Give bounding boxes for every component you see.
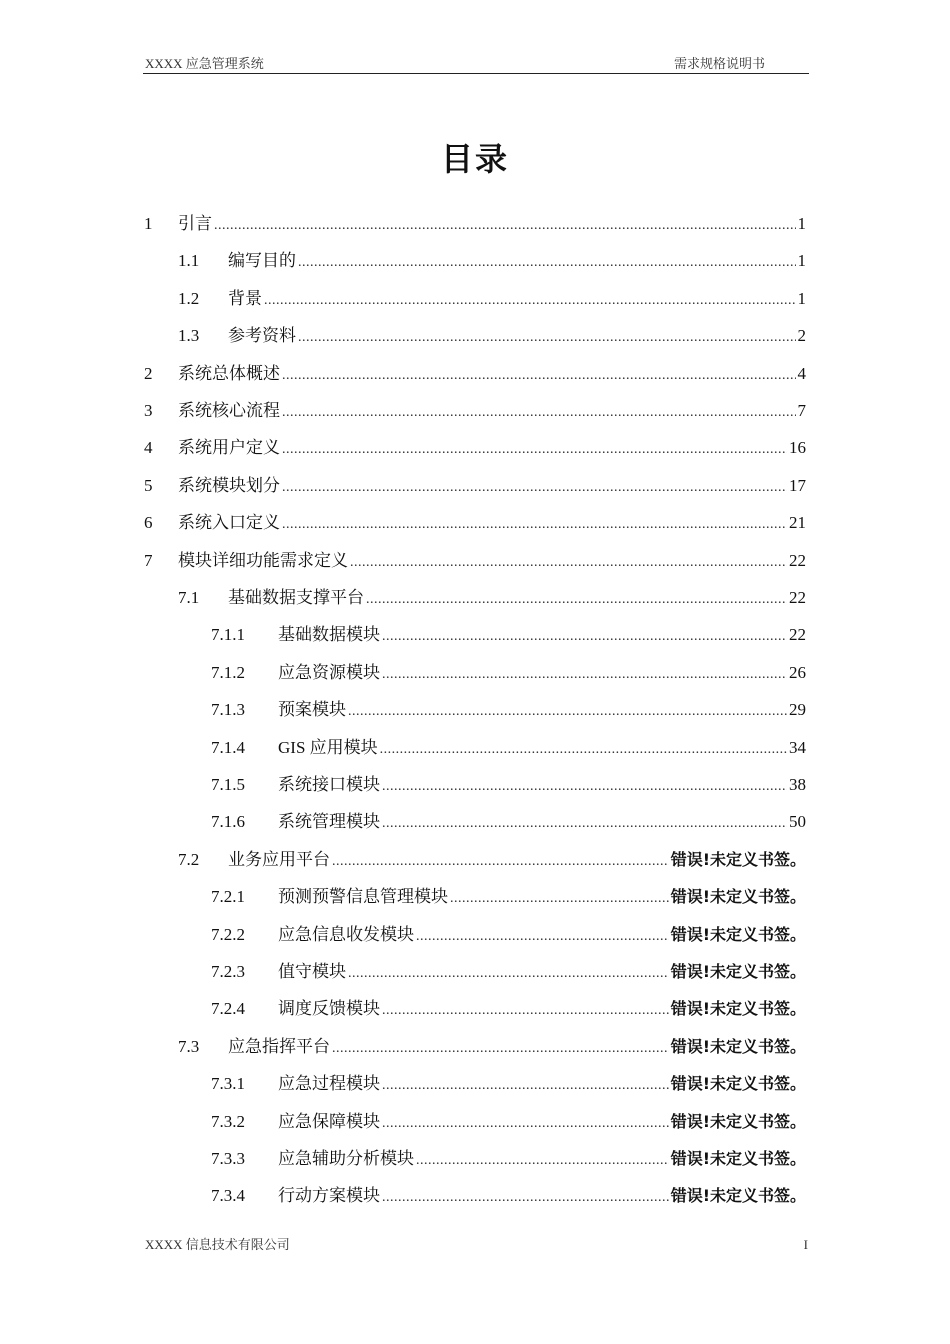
toc-dot-leader [282,512,787,538]
toc-entry[interactable] [144,211,806,237]
toc-entry-number: 7.2.1 [211,887,245,907]
toc-entry-label: 系统用户定义 [178,438,280,458]
toc-entry-number: 7.2 [178,849,200,869]
toc-entry-label: 系统管理模块 [278,812,380,832]
toc-entry[interactable] [144,473,806,499]
toc-entry-label: 参考资料 [228,326,296,346]
toc-dot-leader [450,886,669,912]
toc-entry[interactable] [178,323,806,349]
toc-dot-leader [348,961,669,987]
toc-entry-number: 7.1.3 [211,700,245,720]
toc-entry-label: 编写目的 [228,251,296,271]
page-number: I [803,1237,808,1252]
toc-dot-leader [416,924,669,950]
toc-entry-page: 2 [797,326,806,346]
toc-entry-label: 基础数据支撑平台 [228,588,364,607]
toc-entry[interactable] [144,548,806,574]
toc-entry[interactable] [178,248,806,274]
toc-entry-label: 应急过程模块 [278,1074,380,1094]
toc-dot-leader [382,998,669,1024]
toc-dot-leader [382,1185,669,1211]
toc-entry-label: 应急资源模块 [278,662,380,682]
toc-entry-page: 21 [789,513,806,533]
toc-entry-number: 7.1.5 [211,775,245,794]
toc-entry-label: 应急辅助分析模块 [278,1149,414,1168]
toc-entry[interactable] [211,922,806,948]
toc-dot-leader [282,363,796,389]
toc-entry-page: 38 [789,775,806,794]
toc-entry-page: 16 [789,438,806,458]
toc-entry-number: 7.3.1 [211,1074,245,1094]
toc-entry-number: 1.2 [178,288,200,308]
toc-entry[interactable] [211,1146,806,1172]
toc-entry-number: 1 [144,214,153,233]
toc-entry-number: 7.1.1 [211,625,245,645]
toc-entry[interactable] [144,398,806,424]
toc-dot-leader [214,213,796,239]
toc-dot-leader [416,1148,669,1174]
toc-dot-leader [350,550,787,576]
toc-entry[interactable] [211,1109,806,1135]
toc-entry-number: 7.1.4 [211,737,245,757]
toc-entry-page: 错误!未定义书签。 [670,1186,806,1206]
toc-entry-page: 29 [789,700,806,720]
toc-entry-page: 错误!未定义书签。 [670,1149,806,1168]
toc-dot-leader [382,624,787,650]
footer-left-text: XXXX 信息技术有限公司 [145,1237,290,1252]
toc-entry-page: 7 [797,401,806,420]
toc-entry-label: 系统接口模块 [278,775,380,794]
toc-entry-page: 1 [797,288,806,308]
toc-entry-label: 应急保障模块 [278,1111,380,1131]
toc-dot-leader [366,587,787,613]
toc-entry[interactable] [211,772,806,798]
toc-entry-label: GIS 应用模块 [278,737,378,757]
toc-entry-label: 应急信息收发模块 [278,924,414,944]
toc-entry-number: 7.3.3 [211,1149,245,1168]
toc-dot-leader [298,325,796,351]
toc-entry-page: 1 [797,214,806,233]
toc-entry-number: 7.2.2 [211,924,245,944]
toc-entry-page: 26 [789,662,806,682]
toc-entry[interactable] [144,510,806,536]
toc-entry-number: 7.2.4 [211,999,245,1019]
toc-dot-leader [282,437,787,463]
toc-entry[interactable] [211,697,806,723]
toc-entry[interactable] [211,735,806,761]
toc-dot-leader [382,774,787,800]
toc-entry-page: 错误!未定义书签。 [670,1074,806,1094]
toc-entry-page: 22 [789,588,806,607]
toc-entry[interactable] [211,884,806,910]
toc-entry-page: 错误!未定义书签。 [670,1036,806,1056]
toc-entry-label: 模块详细功能需求定义 [178,550,348,570]
toc-entry[interactable] [211,660,806,686]
toc-entry[interactable] [178,286,806,312]
toc-entry-label: 系统总体概述 [178,363,280,383]
toc-entry[interactable] [211,622,806,648]
toc-dot-leader [382,1073,669,1099]
toc-entry-number: 7.3.4 [211,1186,245,1206]
toc-entry-label: 业务应用平台 [228,849,330,869]
toc-entry-page: 1 [797,251,806,271]
toc-entry-label: 背景 [228,288,262,308]
toc-entry-label: 系统模块划分 [178,475,280,495]
toc-entry-page: 错误!未定义书签。 [670,924,806,944]
toc-entry-page: 50 [789,812,806,832]
toc-entry[interactable] [178,847,806,873]
toc-entry-number: 7.3.2 [211,1111,245,1131]
toc-dot-leader [298,250,796,276]
toc-entry-label: 系统入口定义 [178,513,280,533]
toc-entry-number: 7.3 [178,1036,200,1056]
toc-entry[interactable] [211,959,806,985]
toc-dot-leader [382,811,787,837]
toc-entry-page: 22 [789,550,806,570]
toc-entry-label: 预测预警信息管理模块 [278,887,448,907]
toc-entry[interactable] [178,585,806,611]
toc-entry-number: 1.3 [178,326,200,346]
toc-entry-label: 应急指挥平台 [228,1036,330,1056]
toc-dot-leader [264,288,796,314]
toc-entry-page: 错误!未定义书签。 [670,849,806,869]
toc-entry-page: 错误!未定义书签。 [670,1111,806,1131]
toc-entry-page: 34 [789,737,806,757]
toc-entry-number: 7 [144,550,153,570]
toc-dot-leader [382,662,787,688]
page-title: 目录 [440,140,509,178]
toc-dot-leader [282,475,787,501]
toc-entry-label: 调度反馈模块 [278,999,380,1019]
page-footer [145,1236,808,1254]
toc-dot-leader [380,737,787,763]
toc-dot-leader [348,699,787,725]
toc-entry[interactable] [144,361,806,387]
toc-entry-number: 1.1 [178,251,200,271]
toc-dot-leader [282,400,796,426]
toc-dot-leader [332,1036,669,1062]
toc-entry-number: 2 [144,363,153,383]
toc-entry-number: 5 [144,475,153,495]
toc-entry-page: 错误!未定义书签。 [670,962,806,981]
toc-entry-number: 7.2.3 [211,962,245,981]
toc-entry-number: 7.1 [178,588,200,607]
toc-entry-number: 4 [144,438,153,458]
toc-entry-label: 系统核心流程 [178,401,280,420]
header-right-text: 需求规格说明书 [673,56,765,71]
toc-dot-leader [332,849,669,875]
header-left-text: XXXX 应急管理系统 [145,56,264,71]
toc-entry[interactable] [211,996,806,1022]
toc-entry[interactable] [144,435,806,461]
toc-entry-label: 行动方案模块 [278,1186,380,1206]
toc-entry[interactable] [211,809,806,835]
toc-entry[interactable] [178,1034,806,1060]
toc-entry-page: 错误!未定义书签。 [670,999,806,1019]
toc-entry-label: 引言 [178,214,212,233]
toc-entry-page: 22 [789,625,806,645]
toc-entry-number: 7.1.2 [211,662,245,682]
toc-entry-number: 6 [144,513,153,533]
toc-entry-number: 3 [144,401,153,420]
toc-entry-label: 值守模块 [278,962,346,981]
toc-entry-page: 错误!未定义书签。 [670,887,806,907]
toc-entry-number: 7.1.6 [211,812,245,832]
toc-entry-page: 17 [789,475,806,495]
page-header [143,55,809,74]
toc-entry[interactable] [211,1071,806,1097]
toc-entry[interactable] [211,1183,806,1209]
toc-entry-label: 预案模块 [278,700,346,720]
toc-entry-page: 4 [797,363,806,383]
toc-dot-leader [382,1111,669,1137]
toc-entry-label: 基础数据模块 [278,625,380,645]
